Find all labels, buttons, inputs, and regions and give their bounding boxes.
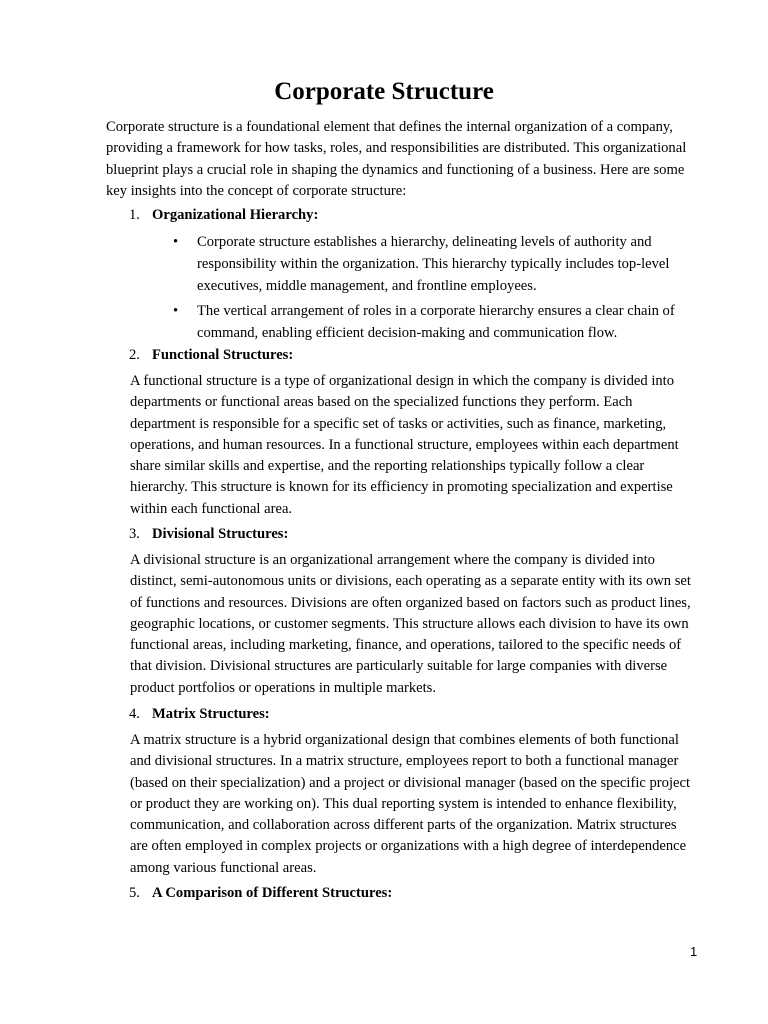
section-body: A divisional structure is an organizational arrangement where the company is divided into distinct, semi-autonomous units or divisions, each operating as a separate entity with its own set of functions and resources. Divisions are often organized based on factors such as product lines, geographic locations, or customer segments. This structure allows each division to have its own functional areas, including marketing, finance, and operations, tailored to the specific needs of that division. Divisional structures are particularly suitable for large companies with diverse product portfolios or operations in multiple markets.	[130, 552, 691, 696]
section-matrix-structures	[106, 704, 694, 879]
section-number: 1.	[129, 207, 140, 223]
bullet-list	[106, 231, 694, 344]
list-item	[106, 231, 676, 297]
section-number: 2.	[129, 347, 140, 363]
section-body: A matrix structure is a hybrid organizational design that combines elements of both functional and divisional structures. In a matrix structure, employees report to both a functional manager (based on their specialization) and a project or divisional manager (based on the specific project or product they are working on). This dual reporting system is intended to enhance flexibility, communication, and collaboration across different parts of the organization. Matrix structures are often employed in complex projects or organizations with a high degree of interdependence among various functional areas.	[130, 732, 691, 876]
intro-paragraph: Corporate structure is a foundational element that defines the internal organization of a company, providing a framework for how tasks, roles, and responsibilities are distributed. This organizational blueprint plays a crucial role in shaping the dynamics and functioning of a business. Here are some key insights into the concept of corporate structure:	[106, 119, 687, 199]
section-divisional-structures	[106, 524, 694, 699]
section-number: 5.	[129, 885, 140, 901]
section-organizational-hierarchy	[106, 205, 694, 347]
bullet-text: Corporate structure establishes a hierarchy, delineating levels of authority and responsibility within the organization. This hierarchy typically includes top-level executives, middle management, and frontline employees.	[197, 234, 670, 294]
section-title: Matrix Structures:	[152, 706, 270, 722]
section-heading	[106, 524, 694, 545]
section-heading	[106, 883, 694, 904]
list-item	[106, 300, 676, 344]
section-comparison	[106, 883, 694, 904]
section-heading	[106, 345, 694, 366]
bullet-icon: •	[173, 303, 179, 319]
section-heading	[106, 704, 694, 725]
section-number: 3.	[129, 526, 140, 542]
document-title: Corporate Structure	[274, 78, 494, 105]
bullet-icon: •	[173, 234, 179, 250]
page-number: 1	[690, 944, 698, 959]
section-title: A Comparison of Different Structures:	[152, 885, 393, 901]
section-title: Functional Structures:	[152, 347, 294, 363]
section-heading	[106, 205, 694, 226]
bullet-text: The vertical arrangement of roles in a corporate hierarchy ensures a clear chain of command, enabling efficient decision-making and communication flow.	[197, 303, 675, 341]
section-body: A functional structure is a type of organizational design in which the company is divided into departments or functional areas based on the specialized functions they perform. Each department is responsible for a specific set of tasks or activities, such as finance, marketing, operations, and human resources. In a functional structure, employees within each department share similar skills and expertise, and the reporting relationships typically follow a clear hierarchy. This structure is known for its efficiency in promoting specialization and expertise within each functional area.	[130, 373, 679, 517]
section-title: Divisional Structures:	[152, 526, 289, 542]
section-title: Organizational Hierarchy:	[152, 207, 319, 223]
section-functional-structures	[106, 345, 694, 520]
section-number: 4.	[129, 706, 140, 722]
